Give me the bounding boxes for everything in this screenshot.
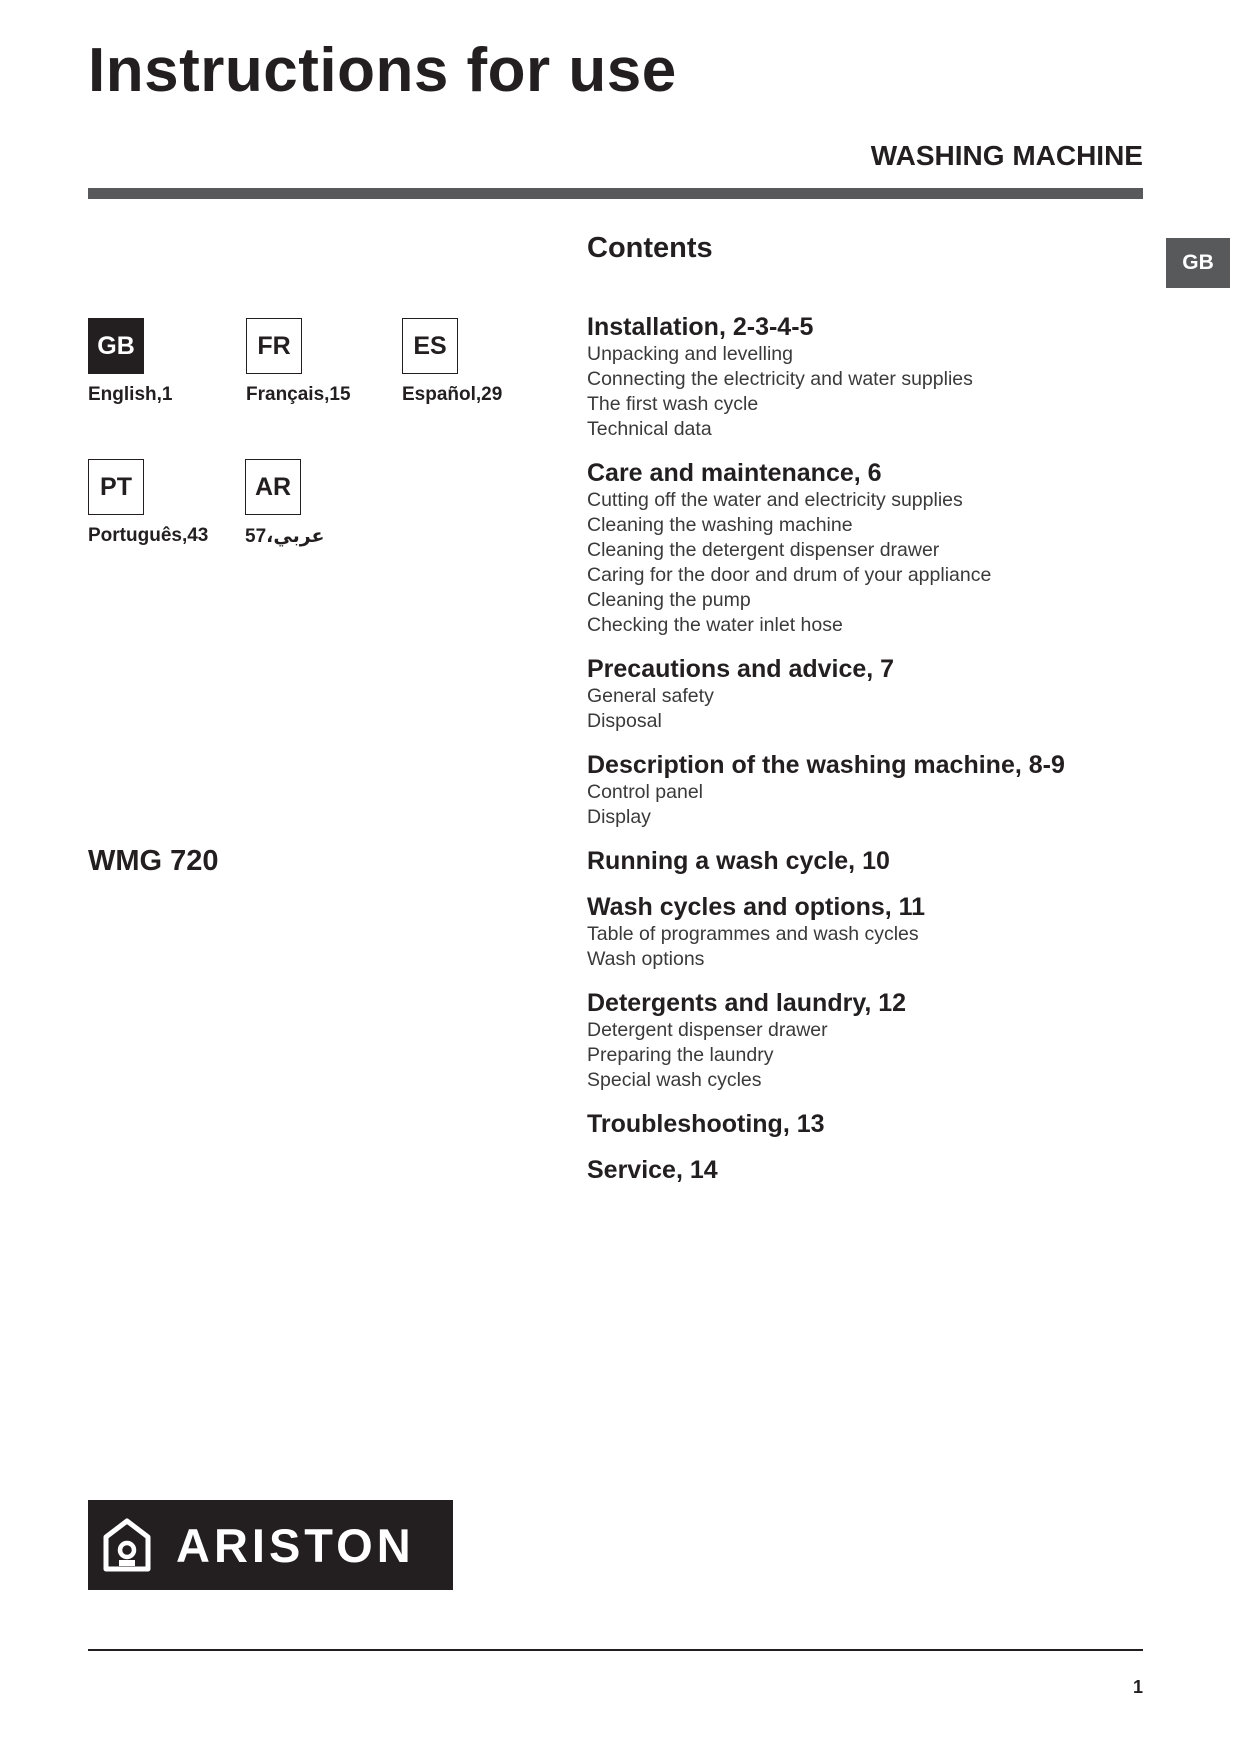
toc-section-detergents[interactable] bbox=[587, 988, 1147, 1093]
toc-item: Cleaning the washing machine bbox=[587, 514, 853, 536]
toc-item: Technical data bbox=[587, 418, 712, 440]
toc-section-installation[interactable] bbox=[587, 312, 1147, 442]
header-divider bbox=[88, 188, 1143, 199]
language-es[interactable] bbox=[402, 318, 552, 406]
language-label: English,1 bbox=[88, 384, 173, 405]
toc-item: The first wash cycle bbox=[587, 393, 759, 415]
language-side-tab: GB bbox=[1166, 238, 1230, 288]
toc-item: Preparing the laundry bbox=[587, 1044, 774, 1066]
toc-section-title: Service, 14 bbox=[587, 1156, 718, 1184]
toc-section-care[interactable] bbox=[587, 458, 1147, 638]
footer-divider bbox=[88, 1649, 1143, 1651]
toc-item: Table of programmes and wash cycles bbox=[587, 923, 919, 945]
toc-section-description[interactable] bbox=[587, 750, 1147, 830]
language-code-box: FR bbox=[246, 318, 302, 374]
toc-section-wash-cycles[interactable] bbox=[587, 892, 1147, 972]
toc-section-running[interactable] bbox=[587, 846, 1147, 876]
brand-name: ARISTON bbox=[176, 1518, 415, 1572]
language-code-box: ES bbox=[402, 318, 458, 374]
toc-section-precautions[interactable] bbox=[587, 654, 1147, 734]
model-number: WMG 720 bbox=[88, 845, 219, 877]
language-fr[interactable] bbox=[246, 318, 396, 406]
toc-item: Display bbox=[587, 806, 651, 828]
toc-item: Wash options bbox=[587, 948, 705, 970]
toc-section-title: Precautions and advice, 7 bbox=[587, 655, 895, 683]
toc-section-title: Description of the washing machine, 8-9 bbox=[587, 751, 1065, 779]
document-title: Instructions for use bbox=[88, 36, 677, 105]
language-label: Français,15 bbox=[246, 384, 351, 405]
language-gb[interactable] bbox=[88, 318, 238, 406]
toc-item: Unpacking and levelling bbox=[587, 343, 793, 365]
page-number: 1 bbox=[1132, 1677, 1143, 1697]
toc-item: Cleaning the detergent dispenser drawer bbox=[587, 539, 940, 561]
brand-logo bbox=[88, 1500, 453, 1590]
toc-item: Checking the water inlet hose bbox=[587, 614, 843, 636]
toc-section-title: Running a wash cycle, 10 bbox=[587, 847, 890, 875]
toc-item: Detergent dispenser drawer bbox=[587, 1019, 828, 1041]
language-code-box: PT bbox=[88, 459, 144, 515]
toc-item: Disposal bbox=[587, 710, 662, 732]
language-code-box: GB bbox=[88, 318, 144, 374]
toc-section-title: Detergents and laundry, 12 bbox=[587, 989, 907, 1017]
contents-heading: Contents bbox=[587, 232, 713, 264]
toc-item: Connecting the electricity and water supplies bbox=[587, 368, 973, 390]
product-type: WASHING MACHINE bbox=[870, 140, 1143, 171]
language-ar[interactable] bbox=[245, 459, 395, 548]
house-icon bbox=[102, 1517, 152, 1573]
language-code-box: AR bbox=[245, 459, 301, 515]
language-label: عربي،57 bbox=[245, 526, 325, 547]
toc-section-title: Troubleshooting, 13 bbox=[587, 1110, 825, 1138]
toc-item: Cleaning the pump bbox=[587, 589, 751, 611]
language-label: Español,29 bbox=[402, 384, 503, 405]
toc-section-title: Installation, 2-3-4-5 bbox=[587, 313, 814, 341]
table-of-contents bbox=[587, 312, 1147, 1201]
toc-section-service[interactable] bbox=[587, 1155, 1147, 1185]
toc-item: Special wash cycles bbox=[587, 1069, 762, 1091]
toc-item: Cutting off the water and electricity supplies bbox=[587, 489, 963, 511]
toc-section-title: Care and maintenance, 6 bbox=[587, 459, 882, 487]
toc-section-troubleshooting[interactable] bbox=[587, 1109, 1147, 1139]
toc-item: Caring for the door and drum of your appliance bbox=[587, 564, 992, 586]
toc-section-title: Wash cycles and options, 11 bbox=[587, 893, 926, 921]
toc-item: General safety bbox=[587, 685, 714, 707]
language-label: Português,43 bbox=[88, 525, 209, 546]
language-pt[interactable] bbox=[88, 459, 238, 547]
toc-item: Control panel bbox=[587, 781, 703, 803]
